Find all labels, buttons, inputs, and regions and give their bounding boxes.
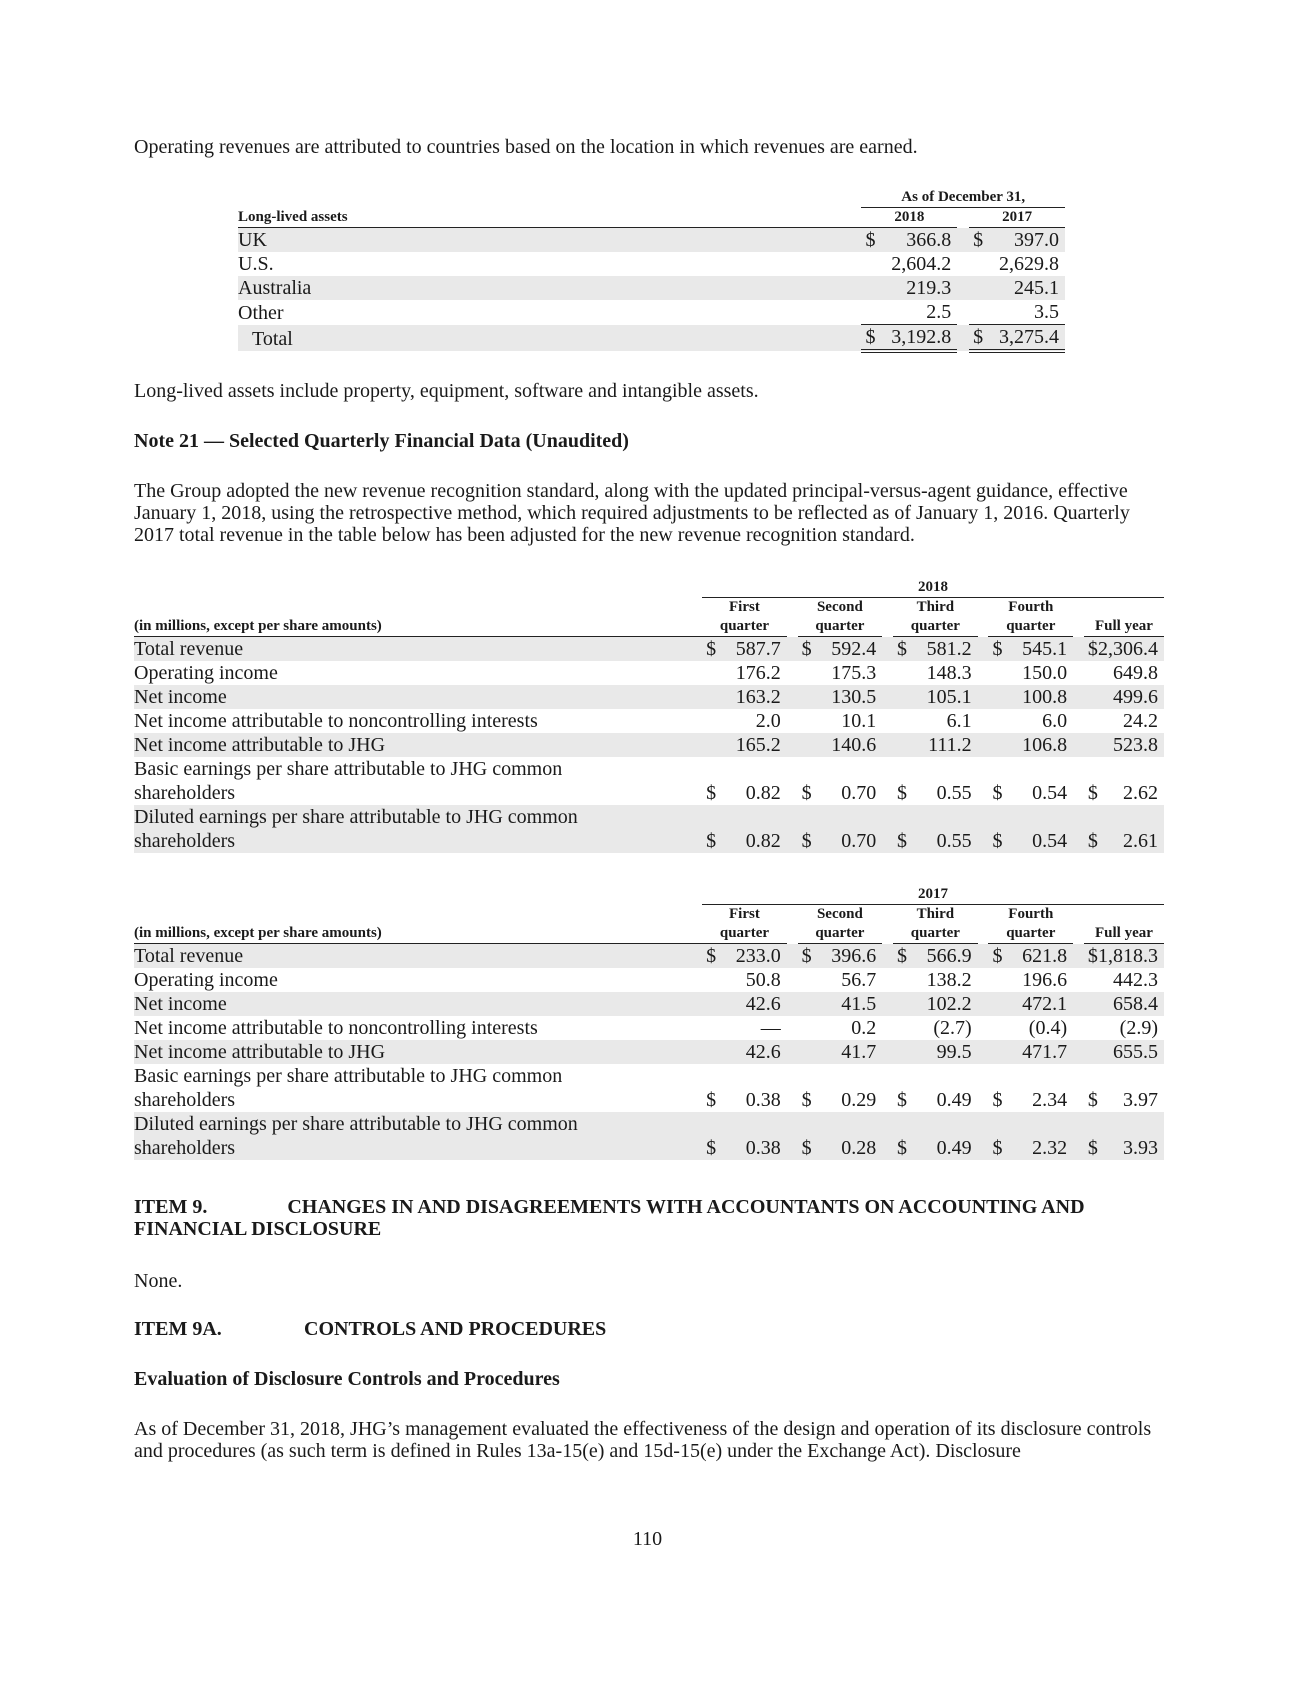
evaluation-heading: Evaluation of Disclosure Controls and Procedures [134, 1368, 560, 1390]
value-cell: 42.6 [745, 1041, 781, 1063]
value-cell: 245.1 [1014, 277, 1059, 299]
col-header: Full year [1084, 924, 1164, 944]
row-label: Diluted earnings per share attributable to JHG common [134, 1113, 578, 1135]
value-cell: 0.82 [745, 782, 781, 804]
value-cell: 3,275.4 [999, 326, 1059, 348]
value-cell: 6.1 [946, 710, 972, 732]
table-row [134, 1016, 1164, 1040]
currency: $ [992, 638, 1003, 660]
value-cell: 41.5 [841, 993, 877, 1015]
value-cell: 658.4 [1113, 993, 1158, 1015]
currency: $ [801, 830, 812, 852]
value-cell: 0.54 [1032, 830, 1068, 852]
note21-heading: Note 21 — Selected Quarterly Financial Data (Unaudited) [134, 430, 629, 452]
value-cell: 3,192.8 [891, 326, 952, 348]
value-cell: 2,629.8 [999, 253, 1059, 275]
value-cell: 545.1 [1022, 638, 1068, 660]
value-cell: 140.6 [831, 734, 877, 756]
currency: $ [801, 945, 812, 967]
value-cell: (2.9) [1119, 1017, 1158, 1039]
value-cell: 592.4 [831, 638, 877, 660]
currency: $ [706, 1137, 717, 1159]
value-cell: 0.70 [841, 830, 877, 852]
currency: $ [992, 945, 1003, 967]
item9-body: None. [134, 1270, 183, 1292]
row-label-cont: shareholders [134, 1089, 236, 1111]
item9a-heading [134, 1318, 1164, 1340]
currency: $ [865, 229, 876, 251]
value-cell: 24.2 [1123, 710, 1158, 732]
row-label: Other [238, 301, 284, 324]
col-header: quarter [702, 924, 787, 944]
currency: $ [973, 326, 984, 348]
value-cell: 2.0 [755, 710, 781, 732]
value-cell: 523.8 [1113, 734, 1158, 756]
row-label: Net income [134, 992, 691, 1016]
currency: $ [706, 782, 717, 804]
value-cell: 50.8 [745, 969, 781, 991]
table-row [134, 709, 1164, 733]
currency: $ [992, 1137, 1003, 1159]
value-cell: 0.49 [936, 1137, 972, 1159]
value-cell: 0.54 [1032, 782, 1068, 804]
value-cell: 587.7 [735, 638, 781, 660]
row-label-cont: shareholders [134, 830, 236, 852]
row-label: Operating income [134, 662, 278, 684]
row-label: Total revenue [134, 944, 691, 969]
value-cell: 471.7 [1022, 1041, 1068, 1063]
table-row [238, 228, 1065, 253]
currency: $ [801, 782, 812, 804]
value-cell: 99.5 [936, 1041, 972, 1063]
item9-heading [134, 1196, 1164, 1240]
value-cell: 366.8 [906, 229, 952, 251]
col-header: Second [816, 906, 863, 922]
value-cell: 10.1 [841, 710, 877, 732]
value-cell: 105.1 [926, 686, 972, 708]
value-cell: 0.2 [851, 1017, 877, 1039]
currency: $ [801, 638, 812, 660]
value-cell: 2.34 [1032, 1089, 1068, 1111]
row-label: Net income [134, 685, 691, 709]
col-header: Full year [1084, 617, 1164, 637]
currency: $ [1087, 1137, 1098, 1159]
currency: $ [897, 830, 908, 852]
currency: $ [706, 830, 717, 852]
currency: $ [992, 1089, 1003, 1111]
value-cell: 163.2 [735, 686, 781, 708]
currency: $ [992, 782, 1003, 804]
row-label: Australia [238, 276, 850, 300]
col-header: Third [916, 906, 955, 922]
currency: $ [897, 945, 908, 967]
value-cell: 41.7 [841, 1041, 877, 1063]
year-header: 2017 [702, 885, 1164, 905]
value-cell: 0.55 [936, 782, 972, 804]
row-label: Basic earnings per share attributable to JHG common [134, 758, 563, 780]
value-cell: 196.6 [1022, 969, 1068, 991]
col-header: Fourth [1008, 599, 1054, 615]
value-cell: 165.2 [735, 734, 781, 756]
value-cell: 0.49 [936, 1089, 972, 1111]
table-row [238, 300, 1065, 325]
currency: $ [897, 1089, 908, 1111]
value-cell: 396.6 [831, 945, 877, 967]
quarterly-table-2018 [134, 578, 1164, 853]
currency: $ [973, 229, 984, 251]
currency: $ [1087, 830, 1098, 852]
value-cell: 0.38 [745, 1137, 781, 1159]
long-lived-header: Long-lived assets [238, 208, 850, 228]
table-row-eps [134, 805, 1164, 853]
table-row [238, 252, 1065, 276]
currency: $ [706, 1089, 717, 1111]
evaluation-paragraph: As of December 31, 2018, JHG’s management evaluated the effectiveness of the design and operation of its disclosure controls and procedures (as such term is defined in Rules 13a-15(e) and 15d-15(e) under the Exchange Act). Disclosure [134, 1418, 1152, 1462]
row-label: U.S. [238, 253, 274, 275]
row-label: Net income attributable to noncontrolling interests [134, 710, 538, 732]
year-header: 2017 [969, 208, 1065, 228]
col-header: quarter [702, 617, 787, 637]
quarterly-table-2017 [134, 885, 1164, 1160]
value-cell: 2.5 [926, 301, 952, 323]
value-cell: 0.38 [745, 1089, 781, 1111]
note21-paragraph: The Group adopted the new revenue recognition standard, along with the updated principal-versus-agent guidance, effective January 1, 2018, using the retrospective method, which required adjustments to be reflected as of January 1, 2016. Quarterly 2017 total revenue in the table below has been adjusted for the new revenue recognition standard. [134, 480, 1130, 546]
item9-title: CHANGES IN AND DISAGREEMENTS WITH ACCOUNTANTS ON ACCOUNTING AND [287, 1196, 1085, 1218]
table-row [134, 992, 1164, 1016]
value-cell: 3.5 [1034, 301, 1059, 323]
table-row-total [238, 325, 1065, 352]
value-cell: 499.6 [1113, 686, 1158, 708]
row-label: Net income attributable to noncontrolling interests [134, 1017, 538, 1039]
col-header: quarter [798, 924, 883, 944]
table-row [134, 685, 1164, 709]
currency: $ [992, 830, 1003, 852]
year-header: 2018 [702, 578, 1164, 598]
value-cell: 0.28 [841, 1137, 877, 1159]
value-cell: 566.9 [926, 945, 972, 967]
value-cell: 150.0 [1022, 662, 1068, 684]
currency: $ [897, 782, 908, 804]
col-header: quarter [893, 617, 978, 637]
intro-paragraph: Operating revenues are attributed to countries based on the location in which revenues are earned. [134, 136, 918, 158]
value-cell: 2.61 [1123, 830, 1158, 852]
value-cell: 472.1 [1022, 993, 1068, 1015]
row-label: Net income attributable to JHG [134, 733, 691, 757]
value-cell: 397.0 [1014, 229, 1059, 251]
table-row-eps [134, 757, 1164, 805]
table-row [134, 944, 1164, 969]
row-label: Total [238, 325, 850, 352]
value-cell: 102.2 [926, 993, 972, 1015]
value-cell: 581.2 [926, 638, 972, 660]
value-cell: (2.7) [933, 1017, 972, 1039]
table-row [134, 733, 1164, 757]
value-cell: 442.3 [1113, 969, 1158, 991]
value-cell: 42.6 [745, 993, 781, 1015]
item9-title-cont: FINANCIAL DISCLOSURE [134, 1218, 382, 1240]
value-cell: 130.5 [831, 686, 877, 708]
value-cell: 233.0 [735, 945, 781, 967]
col-header: First [729, 599, 760, 615]
value-cell: 3.93 [1123, 1137, 1158, 1159]
table-row [134, 637, 1164, 662]
long-lived-note: Long-lived assets include property, equipment, software and intangible assets. [134, 380, 759, 402]
value-cell: 1,818.3 [1098, 945, 1158, 967]
value-cell: 2,604.2 [891, 253, 952, 275]
col-header: quarter [798, 617, 883, 637]
value-cell: 219.3 [906, 277, 952, 299]
value-cell: 649.8 [1113, 662, 1158, 684]
table-row-eps [134, 1064, 1164, 1112]
row-label-cont: shareholders [134, 1137, 236, 1159]
col-header: Second [816, 599, 863, 615]
value-cell: 0.70 [841, 782, 877, 804]
col-header: quarter [893, 924, 978, 944]
row-label-cont: shareholders [134, 782, 236, 804]
value-cell: 0.55 [936, 830, 972, 852]
row-label: Diluted earnings per share attributable to JHG common [134, 806, 578, 828]
currency: $ [801, 1137, 812, 1159]
value-cell: (0.4) [1028, 1017, 1068, 1039]
col-header: Third [916, 599, 955, 615]
value-cell: 621.8 [1022, 945, 1068, 967]
value-cell: 2.62 [1123, 782, 1158, 804]
row-label: UK [238, 228, 850, 253]
long-lived-assets-table [238, 188, 1065, 353]
value-cell: 56.7 [841, 969, 877, 991]
row-label-header: (in millions, except per share amounts) [134, 617, 691, 637]
value-cell: 175.3 [831, 662, 877, 684]
value-cell: 2,306.4 [1098, 638, 1158, 660]
item9-number: ITEM 9. [134, 1196, 208, 1218]
currency: $ [1087, 945, 1098, 967]
table-row [134, 968, 1164, 992]
table-row [238, 276, 1065, 300]
currency: $ [706, 638, 717, 660]
value-cell: 148.3 [926, 662, 972, 684]
value-cell: — [760, 1017, 781, 1039]
value-cell: 655.5 [1113, 1041, 1158, 1063]
value-cell: 6.0 [1042, 710, 1068, 732]
value-cell: 176.2 [735, 662, 781, 684]
col-header: quarter [988, 617, 1073, 637]
col-header: quarter [988, 924, 1073, 944]
value-cell: 3.97 [1123, 1089, 1158, 1111]
value-cell: 0.82 [745, 830, 781, 852]
item9a-title: CONTROLS AND PROCEDURES [304, 1318, 607, 1340]
value-cell: 2.32 [1032, 1137, 1068, 1159]
row-label: Net income attributable to JHG [134, 1040, 691, 1064]
table-row [134, 1040, 1164, 1064]
col-header: First [729, 906, 760, 922]
value-cell: 106.8 [1022, 734, 1068, 756]
currency: $ [1087, 638, 1098, 660]
currency: $ [706, 945, 717, 967]
col-header: Fourth [1008, 906, 1054, 922]
row-label: Total revenue [134, 637, 691, 662]
row-label-header: (in millions, except per share amounts) [134, 924, 691, 944]
currency: $ [897, 1137, 908, 1159]
page-number: 110 [632, 1528, 663, 1550]
table-row-eps [134, 1112, 1164, 1160]
value-cell: 138.2 [926, 969, 972, 991]
as-of-caption: As of December 31, [861, 188, 1065, 208]
table-row [134, 661, 1164, 685]
currency: $ [897, 638, 908, 660]
value-cell: 111.2 [928, 734, 972, 756]
currency: $ [865, 326, 876, 348]
row-label: Operating income [134, 969, 278, 991]
item9a-number: ITEM 9A. [134, 1318, 222, 1340]
value-cell: 100.8 [1022, 686, 1068, 708]
row-label: Basic earnings per share attributable to JHG common [134, 1065, 563, 1087]
value-cell: 0.29 [841, 1089, 877, 1111]
currency: $ [1087, 1089, 1098, 1111]
currency: $ [801, 1089, 812, 1111]
currency: $ [1087, 782, 1098, 804]
year-header: 2018 [861, 208, 957, 228]
